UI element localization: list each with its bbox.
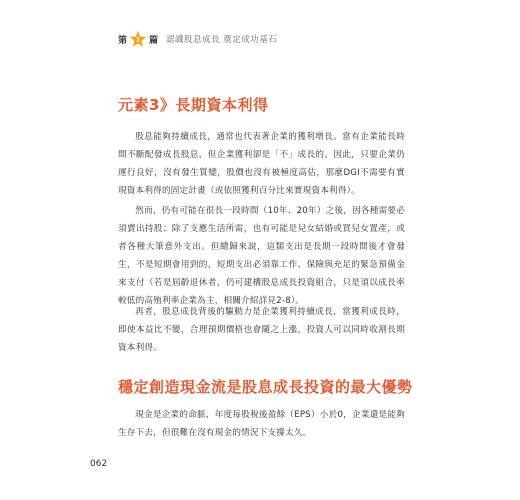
chapter-suffix: 篇 (149, 35, 159, 46)
chapter-badge (118, 30, 158, 48)
chapter-header (118, 30, 277, 48)
chapter-title: 認識股息成長 奠定成功基石 (166, 35, 278, 45)
svg-text:1: 1 (135, 36, 141, 44)
star-icon (129, 30, 147, 48)
paragraph-1: 股息能夠持續成長，通常也代表著企業的獲利增長。當有企業能長時間不斷配發成長股息，但企業獲利卻是「不」成長的。因此，只要企業仍運行良好，沒有發生質變，股價也沒有被極度高估，那麼DGI不需要有實現資本利得的固定計畫（或依照獲利百分比來實現資本利得）。 (118, 132, 405, 196)
chapter-prefix: 第 (118, 35, 128, 46)
page-number: 062 (90, 459, 108, 469)
paragraph-2: 然而，仍有可能在很長一段時間（10年、20年）之後，因各種需要必須賣出持股；除了支應生活所需，也有可能是兒女結婚或買兒女置產，或者各種大筆意外支出。但總歸來說，這類支出是長期一段時間後才會發生，不是短期會用到的，短期支出必須靠工作、保險與充足的緊急預備金來支付（若是屆齡退休者，仍可建構股息成長投資組合，只是須以成長率較低的高殖利率企業為主，相關介紹詳見2-8）。 (118, 206, 405, 306)
paragraph-3: 再者，股息成長背後的驅動力是企業獲利持續成長，當獲利成長時，即使本益比不變，合理預期價格也會隨之上漲，投資人可以同時收割長期資本利得。 (118, 307, 405, 353)
section-heading-capital-gains: 元素3》長期資本利得 (118, 96, 269, 114)
section-heading-cash-flow: 穩定創造現金流是股息成長投資的最大優勢 (118, 378, 413, 396)
paragraph-4: 現金是企業的命脈，年度每股稅後盈餘（EPS）小於0，企業還是能夠生存下去，但很難在沒有現金的情況下支撐太久。 (118, 410, 405, 438)
